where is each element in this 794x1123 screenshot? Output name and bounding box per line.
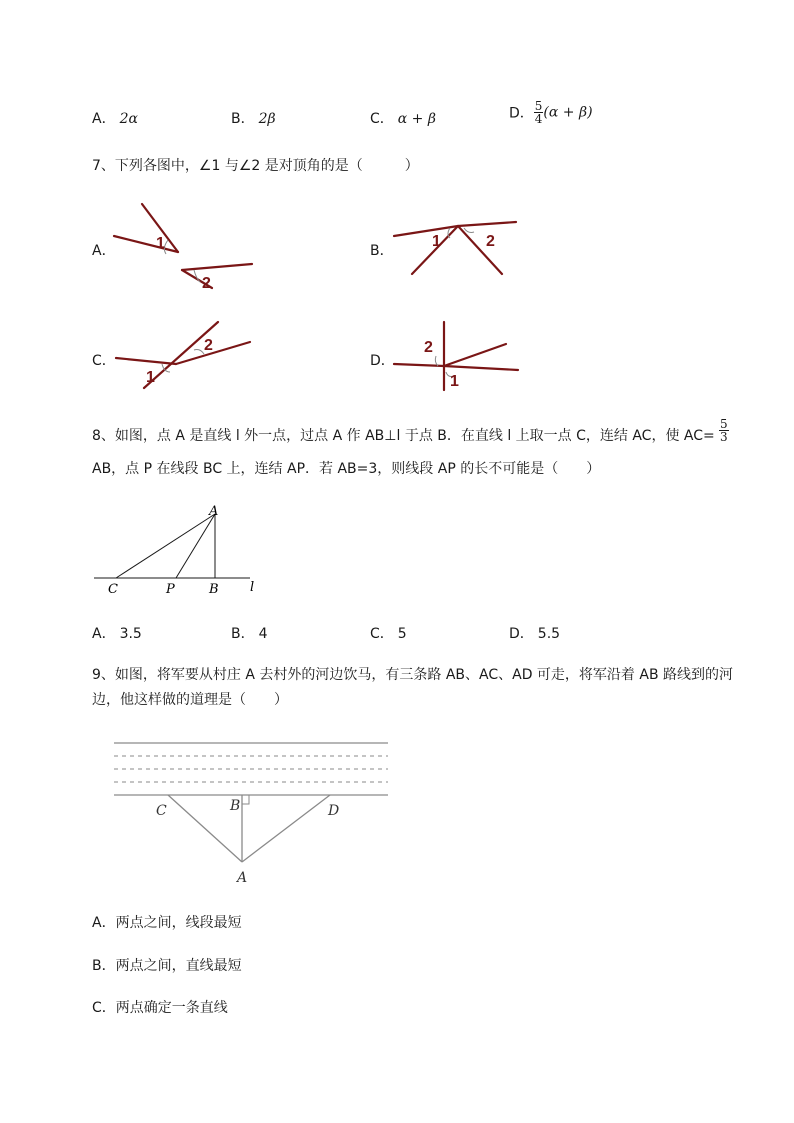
q8-fraction-den: 3 xyxy=(720,430,728,444)
q9-question-line1: 9、如图，将军要从村庄 A 去村外的河边饮马，有三条路 AB、AC、AD 可走，将军沿着 AB 路线到的河 xyxy=(92,667,734,683)
q7-a-angle1: 1 xyxy=(156,235,165,252)
q8-option-a-label: A． xyxy=(92,626,116,642)
q6-option-d-value: (α + β) xyxy=(543,104,593,121)
q7-c-angle2: 2 xyxy=(204,337,213,354)
q8-label-l: l xyxy=(250,580,255,595)
q7-d-angle1: 1 xyxy=(450,373,459,390)
q7-d-angle2: 2 xyxy=(424,339,433,356)
q8-label-p: P xyxy=(166,582,175,597)
q6-option-b-value: 2β xyxy=(258,111,276,127)
q8-option-a xyxy=(92,623,142,643)
q8-fraction-num: 5 xyxy=(720,417,728,431)
q9-label-b: B xyxy=(230,798,241,814)
q8-option-a-value: 3.5 xyxy=(119,626,142,642)
q6-option-d-fraction xyxy=(534,100,544,125)
q8-question-line2: AB，点 P 在线段 BC 上，连结 AP．若 AB=3，则线段 AP 的长不可能是（ ） xyxy=(92,461,601,477)
q6-option-b xyxy=(231,108,276,128)
q6-option-c-label: C． xyxy=(370,111,394,127)
q8-option-d-value: 5.5 xyxy=(537,626,561,642)
q6-option-a-value: 2α xyxy=(119,111,138,127)
q6-option-c-value: α + β xyxy=(397,111,436,127)
q7-option-c-label: C． xyxy=(92,353,116,369)
q8-fraction xyxy=(719,418,729,443)
q9-label-a: A xyxy=(237,870,248,886)
q7-b-angle2: 2 xyxy=(486,233,495,250)
q6-option-d xyxy=(509,100,593,125)
q8-label-b: B xyxy=(209,582,219,597)
q7-c-angle1: 1 xyxy=(146,369,155,386)
q7-figure-b xyxy=(388,214,522,280)
q9-figure xyxy=(108,734,394,890)
q8-option-c-value: 5 xyxy=(397,626,407,642)
q7-figure-d xyxy=(388,316,524,392)
q7-figure-a xyxy=(108,198,268,298)
q8-question-line1 xyxy=(92,426,715,446)
q6-option-c xyxy=(370,108,436,128)
q6-option-a-label: A． xyxy=(92,111,116,127)
q9-label-d: D xyxy=(328,803,340,819)
q8-option-c xyxy=(370,623,407,643)
q7-option-b-label: B． xyxy=(370,243,394,259)
q6-option-b-label: B． xyxy=(231,111,255,127)
q7-option-d-label: D． xyxy=(370,353,395,369)
q7-figure-c xyxy=(110,318,255,390)
q7-option-a-label: A． xyxy=(92,243,116,259)
q7-question-text: 7、下列各图中，∠1 与∠2 是对顶角的是（ ） xyxy=(92,158,419,174)
q8-option-b-value: 4 xyxy=(258,626,268,642)
q6-d-denominator: 4 xyxy=(534,112,543,126)
q9-label-c: C xyxy=(156,803,167,819)
q8-line1-text: 8、如图，点 A 是直线 l 外一点，过点 A 作 AB⊥l 于点 B．在直线 l 上取一点 C，连结 AC，使 AC= xyxy=(92,428,715,444)
q8-option-d xyxy=(509,623,560,643)
q6-d-numerator: 5 xyxy=(534,99,543,113)
q8-label-c: C xyxy=(108,582,118,597)
q8-option-b xyxy=(231,623,268,643)
q9-option-a: A．两点之间，线段最短 xyxy=(92,915,242,931)
q7-a-angle2: 2 xyxy=(202,275,211,292)
q8-label-a: A xyxy=(209,504,219,519)
q9-option-b: B．两点之间，直线最短 xyxy=(92,958,242,974)
q8-option-c-label: C． xyxy=(370,626,394,642)
q6-option-a xyxy=(92,108,138,128)
q8-option-b-label: B． xyxy=(231,626,255,642)
q8-option-d-label: D． xyxy=(509,626,534,642)
q6-option-d-label: D． xyxy=(509,105,534,122)
q7-b-angle1: 1 xyxy=(432,233,441,250)
q9-option-c: C．两点确定一条直线 xyxy=(92,1000,228,1016)
q8-figure xyxy=(88,500,268,602)
q9-question-line2: 边，他这样做的道理是（ ） xyxy=(92,692,288,708)
